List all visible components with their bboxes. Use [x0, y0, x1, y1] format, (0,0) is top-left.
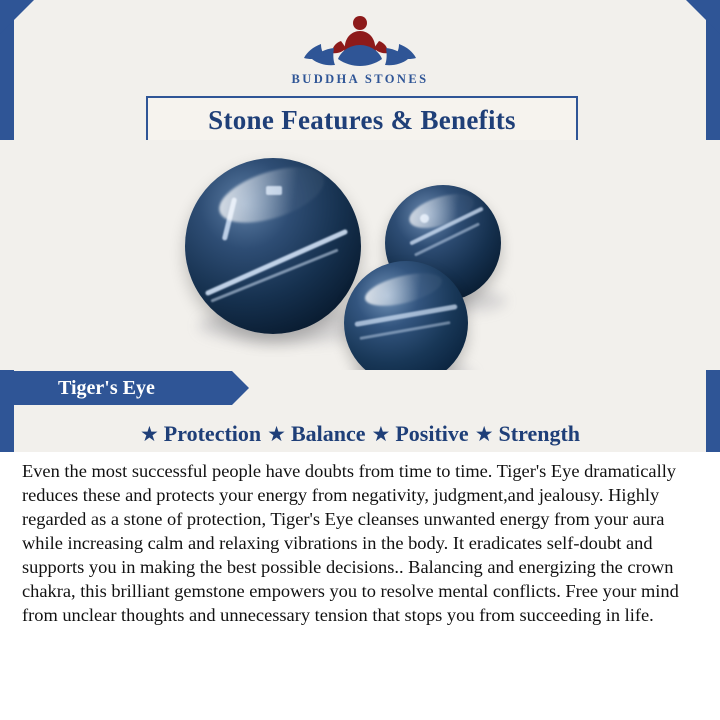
lotus-meditation-icon [301, 8, 419, 70]
description-block [0, 452, 720, 720]
sphere-large [185, 158, 361, 334]
stone-name-tag [14, 371, 232, 405]
benefit-item-strength [475, 421, 580, 447]
stone-image [0, 140, 720, 370]
benefit-label: Strength [498, 421, 581, 446]
star-icon: ★ [139, 421, 159, 446]
benefit-item-balance [267, 421, 365, 447]
star-icon: ★ [371, 421, 391, 446]
page-title: Stone Features & Benefits [208, 104, 516, 135]
benefit-item-positive [372, 421, 469, 447]
benefit-label: Balance [290, 421, 366, 446]
benefit-label: Protection [163, 421, 262, 446]
star-icon: ★ [474, 421, 494, 446]
stone-name: Tiger's Eye [58, 376, 155, 399]
benefits-row [0, 415, 720, 453]
brand-logo-block [0, 8, 720, 87]
page-title-band [146, 96, 578, 144]
benefit-label: Positive [395, 421, 469, 446]
description-text: Even the most successful people have doubts from time to time. Tiger's Eye dramatically reduces these and protects your energy from negativity, judgment,and jealousy. Highly regarded as a stone of protection, Tiger's Eye cleanses unwanted energy from your aura while increasing calm and relaxing vibrations in the body. It eradicates self-doubt and supports you in making the best possible decisions.. Balancing and energizing the crown chakra, this brilliant gemstone empowers you to resolve mental conflicts. Free your mind from unclear thoughts and unnecessary tension that stops you from succeeding in life. [22, 461, 679, 625]
benefit-item-protection [140, 421, 261, 447]
star-icon: ★ [267, 421, 286, 446]
brand-name: BUDDHA STONES [291, 72, 429, 86]
